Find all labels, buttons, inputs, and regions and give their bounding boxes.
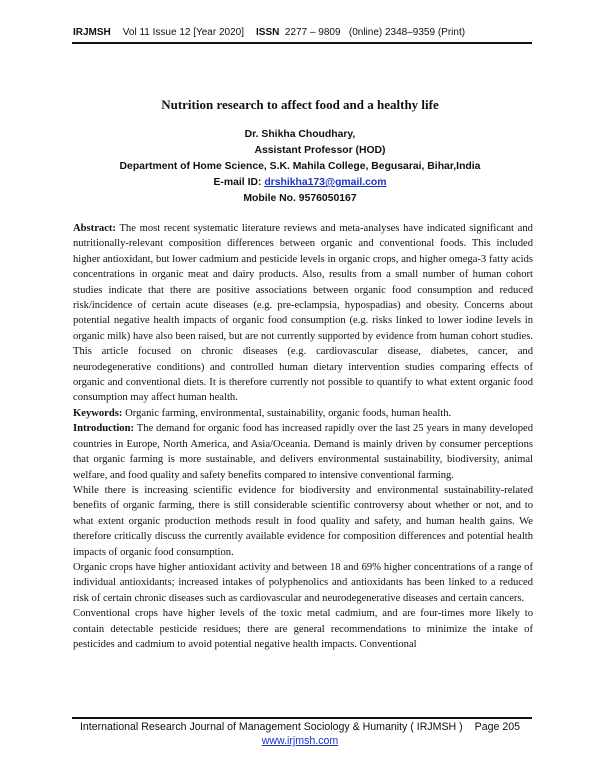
journal-full-name: International Research Journal of Management Sociology & Humanity ( IRJMSH ) (79, 721, 463, 733)
abstract-text: The most recent systematic literature reviews and meta-analyses have indicated significant and nutritionally-relevant composition differences between organic and conventional foods. This included higher antioxidant, but lower cadmium and pesticide levels in organic crops, and higher omega-3 fatty acids concentrations in organic meat and dairy products. Also, results from a small number of human cohort studies indicate that there are positive associations between organic food consumption and reduced risk/incidence of certain acute diseases (e.g. pre-eclampsia, hypospadias) and obesity. Concerns about potential negative health impacts of organic food consumption (e.g. risks linked to lower iodine levels in organic milk) have also been raised, but are not currently supported by evidence from human cohort studies. This article focused on chronic diseases (e.g. cardiovascular disease, diabetes, cancer, and neurodegenerative conditions) and controlled human dietary intervention studies comparing effects of organic and conventional diets. It is therefore currently not possible to quantify to what extent organic food consumption may affect human health. (73, 223, 533, 404)
page-number: Page 205 (474, 721, 521, 733)
volume-issue: Vol 11 Issue 12 [Year 2020] (122, 27, 245, 38)
author-block (60, 127, 540, 207)
author-position: Assistant Professor (HOD) (254, 145, 386, 156)
journal-abbreviation: IRJMSH (73, 27, 111, 38)
author-department: Department of Home Science, S.K. Mahila College, Begusarai, Bihar,India (119, 161, 481, 172)
introduction-text: The demand for organic food has increased rapidly over the last 25 years in many developed countries in Europe, North America, and Asia/Oceania. Demand is mainly driven by consumer perceptions that organic farming is more sustainable, and delivers environmental sustainability, biodiversity, animal welfare, and food quality and safety benefits compared to intensive conventional farming. (73, 423, 533, 481)
footer-rule (72, 717, 532, 719)
introduction-paragraph (73, 421, 533, 483)
header-rule (72, 42, 532, 44)
author-email-link[interactable]: drshikha173@gmail.com (264, 177, 387, 188)
body-paragraph: While there is increasing scientific evidence for biodiversity and environmental sustainability-related benefits of organic farming, there is still considerable scientific controversy about whether or not, and to what extent organic production methods result in food quality and safety, and human health gains. We therefore critically discuss the currently available evidence for composition differences and potential health impacts of organic food consumption. (73, 484, 533, 558)
abstract-label: Abstract: (73, 223, 116, 234)
issn-values: 2277 – 9809 (0nline) 2348–9359 (Print) (284, 27, 466, 38)
keywords-text: Organic farming, environmental, sustainability, organic foods, human health. (125, 407, 452, 419)
introduction-label: Introduction: (73, 423, 135, 435)
running-footer (60, 720, 540, 748)
body-paragraph: Conventional crops have higher levels of the toxic metal cadmium, and are four-times more likely to contain detectable pesticide residues; there are general recommendations to minimize the intake of pesticides and cadmium to avoid potential negative health impacts. Conventional (73, 608, 533, 650)
body-paragraph: Organic crops have higher antioxidant activity and between 18 and 69% higher concentrations of a range of individual antioxidants; increased intakes of polyphenolics and antioxidants has been linked to a reduced risk of certain chronic diseases such as cardiovascular and neurodegenerative diseases and certain cancers. (73, 561, 533, 604)
author-name: Dr. Shikha Choudhary, (244, 129, 356, 140)
email-label: E-mail ID: (213, 177, 262, 188)
article-body (73, 221, 533, 652)
author-mobile: Mobile No. 9576050167 (243, 193, 357, 204)
issn-label: ISSN (256, 27, 280, 38)
journal-website-link[interactable]: www.irjmsh.com (261, 735, 339, 747)
author-email-row (60, 175, 540, 191)
keywords-label: Keywords: (73, 407, 123, 419)
paper-title: Nutrition research to affect food and a healthy life (161, 97, 439, 112)
abstract-paragraph (73, 221, 533, 406)
running-header (73, 27, 533, 38)
keywords-paragraph (73, 406, 533, 421)
